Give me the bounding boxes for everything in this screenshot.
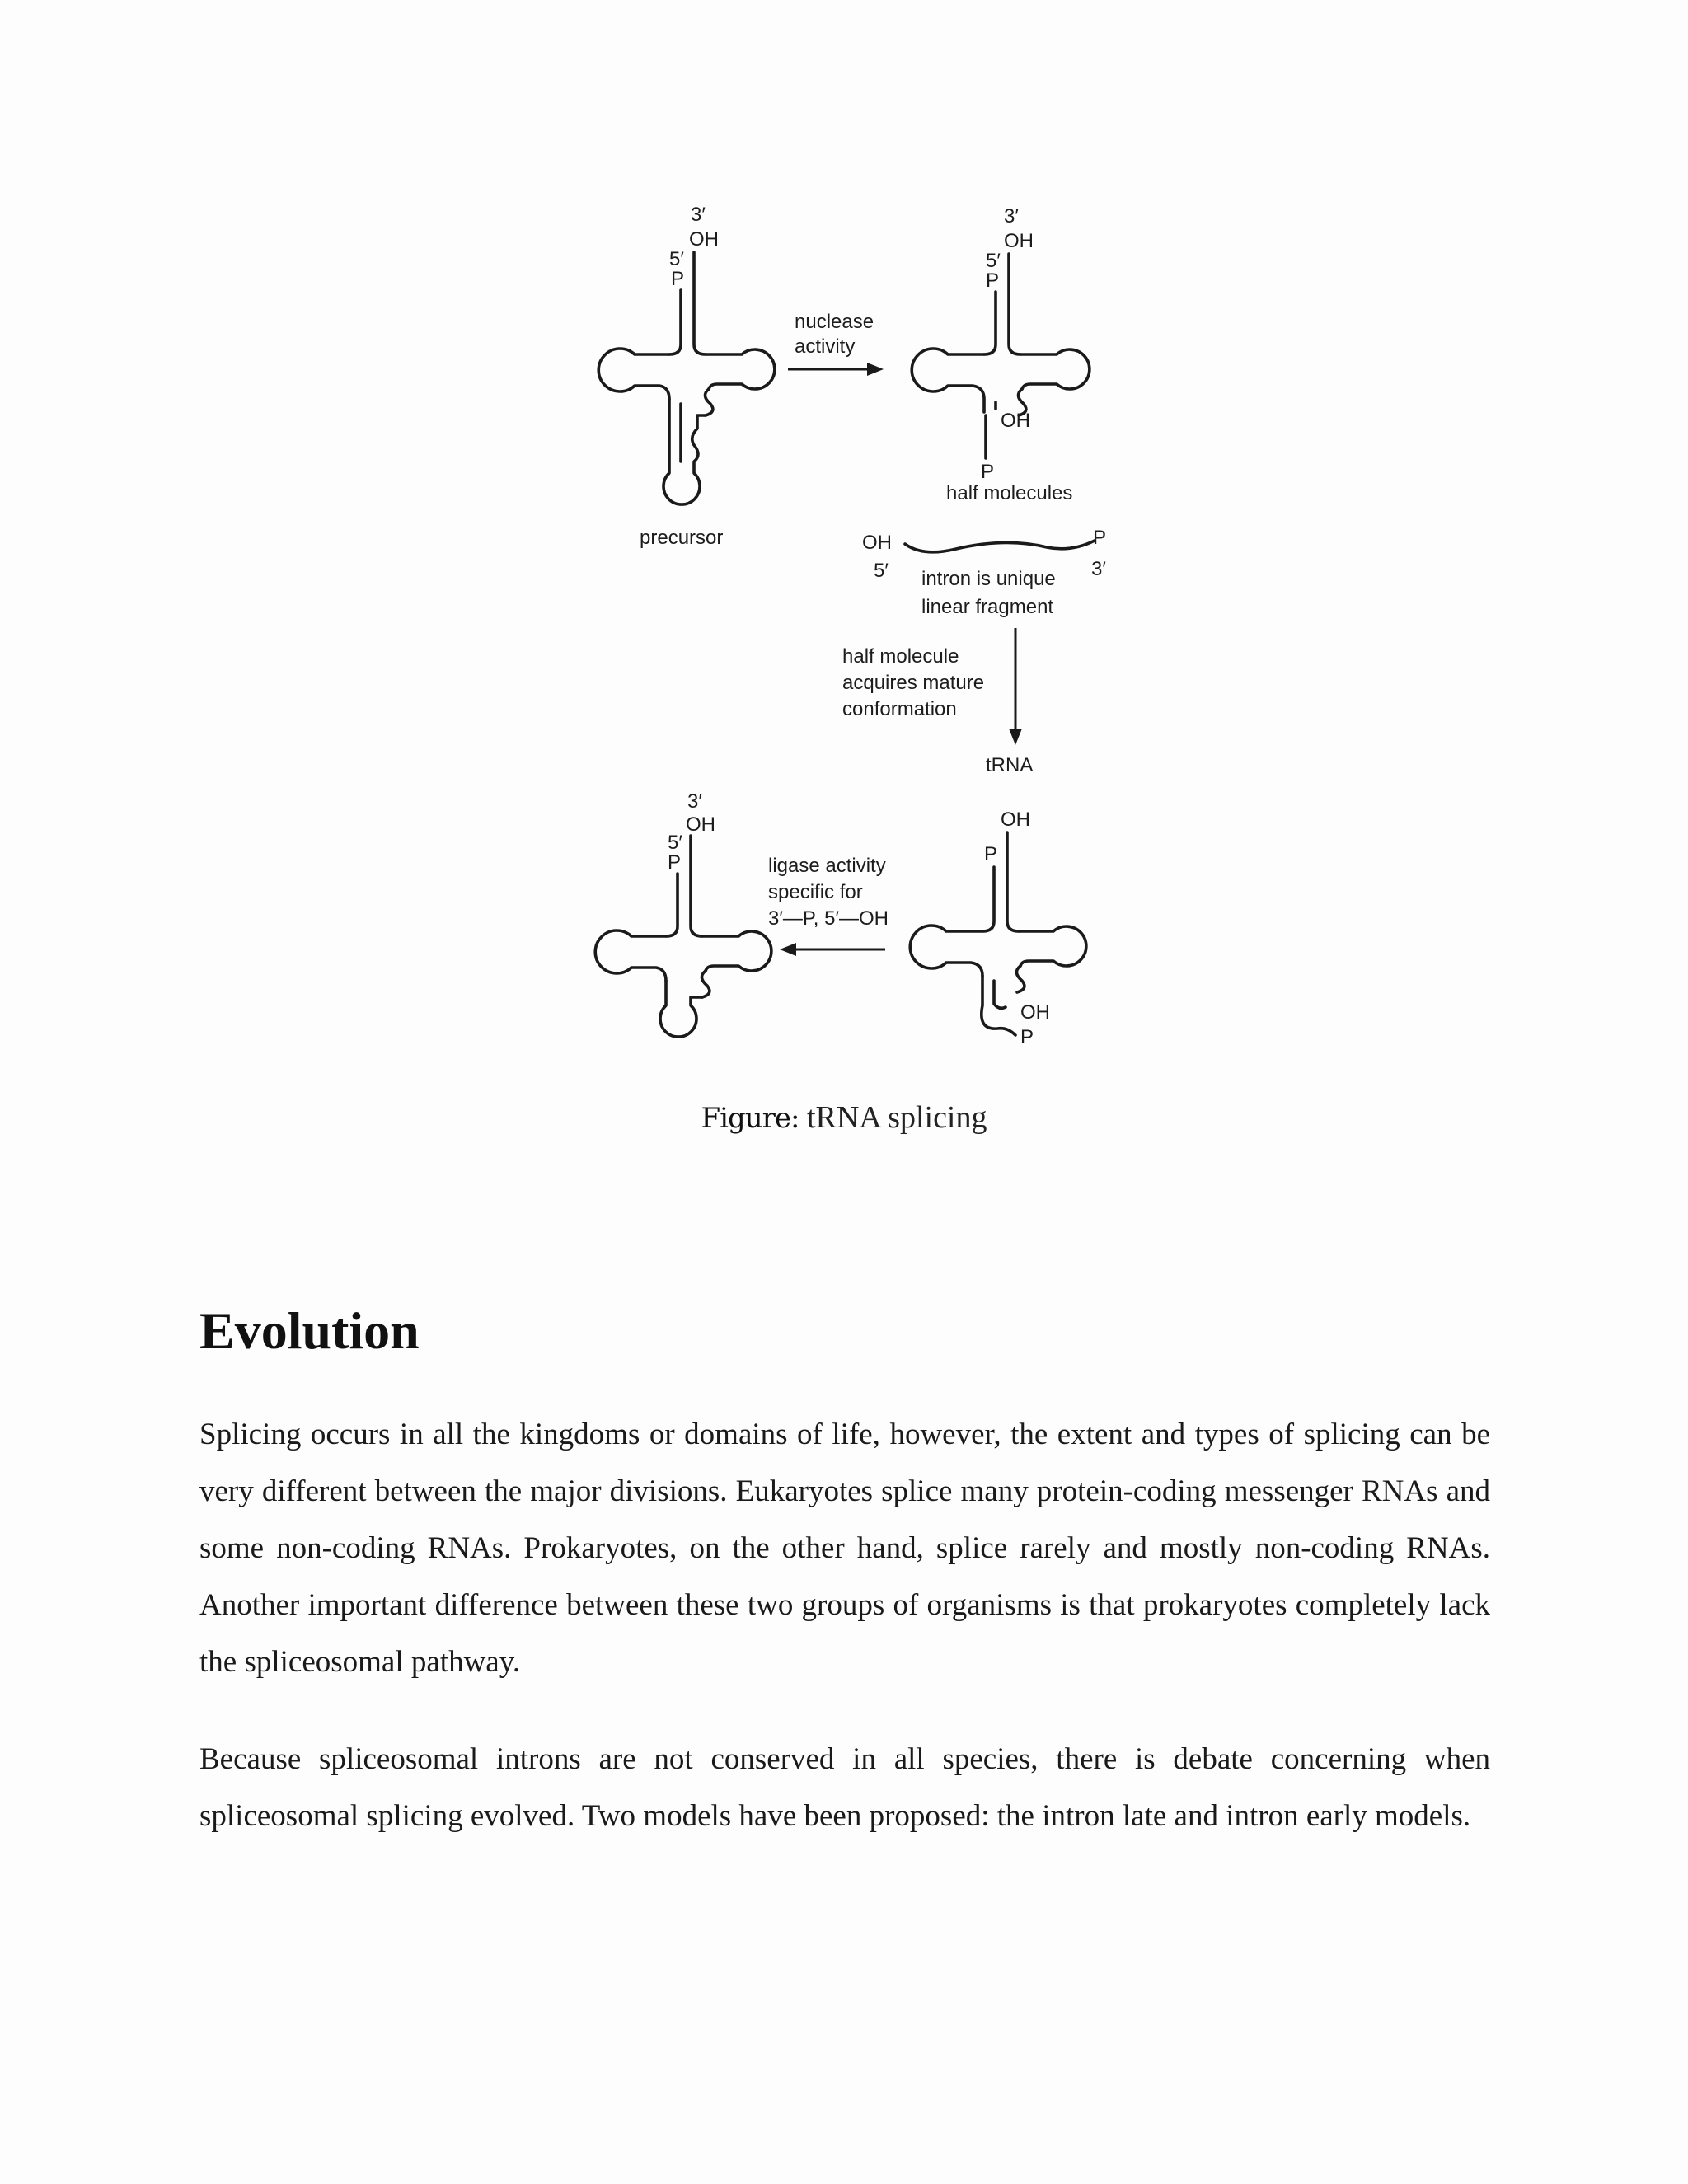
precursor-d-arm [598,349,669,399]
half-oh-cut-label: OH [1001,410,1030,432]
preligation-acceptor-stem [982,867,994,931]
nuclease-label-line1: nuclease [795,311,874,333]
precursor-oh-label: OH [689,228,719,251]
spliced-p-label: P [668,851,682,874]
figure-caption-text: tRNA splicing [806,1100,987,1135]
spliced-anticodon-stem [660,981,702,1037]
spliced-t-arm [702,931,771,971]
intron-5prime-label: 5′ [874,560,889,582]
spliced-3prime-label: 3′ [687,790,702,813]
preligation-anticodon [982,976,1015,1035]
precursor-5prime-label: 5′ [669,248,684,270]
precursor-acceptor-stem [669,290,681,354]
acquire-label-line1: half molecule [842,645,959,668]
spliced-oh-label: OH [686,813,715,836]
intron-strand [905,541,1095,552]
ligase-label-line1: ligase activity [768,855,886,877]
ligase-label-line3: 3′—P, 5′—OH [768,907,889,930]
precursor-t-arm [706,349,775,389]
section-heading: Evolution [199,1301,420,1360]
intron-p-label: P [1093,527,1107,549]
ligase-label-line2: specific for [768,881,863,903]
ligase-arrow [768,855,889,956]
half-molecules-trna [912,205,1090,504]
precursor-trna [598,204,775,549]
trna-splicing-diagram [0,0,1688,1088]
precursor-acceptor-stem [694,252,706,354]
trna-label: tRNA [986,754,1034,776]
preligation-variable-loop [1016,966,1024,992]
half-d-arm [912,349,984,412]
nuclease-label-line2: activity [795,335,856,358]
spliced-acceptor-stem [691,836,702,936]
pre-ligation-trna [910,808,1086,1048]
acquire-label-line2: acquires mature [842,672,985,694]
paragraph: Because spliceosomal introns are not conserved in all species, there is debate concerning when spliceosomal splicing evolved. Two models have been proposed: the intron late and intron early models. [199,1742,1490,1833]
half-3prime-label: 3′ [1004,205,1019,227]
intron-oh-label: OH [862,532,892,554]
preligation-oh-cut-label: OH [1020,1001,1050,1024]
half-5prime-label: 5′ [986,250,1001,272]
precursor-anticodon-stem [663,399,706,504]
half-p-cut-label: P [981,461,995,483]
spliced-acceptor-stem [666,874,678,936]
half-molecules-label: half molecules [946,482,1073,504]
intron-fragment [862,527,1106,618]
half-acceptor-stem [984,292,996,354]
preligation-anticodon-stub [994,981,1006,1008]
half-p-label: P [986,269,1000,292]
half-oh-label: OH [1004,230,1034,252]
maturation-arrow [842,628,1033,776]
preligation-d-arm [910,926,982,976]
precursor-3prime-label: 3′ [691,204,706,226]
preligation-p-label: P [984,843,998,865]
half-acceptor-stem [1009,254,1020,354]
precursor-label: precursor [640,527,724,549]
paragraph: Splicing occurs in all the kingdoms or domains of life, however, the extent and types of splicing can be very different between the major divisions. Eukaryotes splice many protein-coding messenger RNAs and some non-coding RNAs. Prokaryotes, on the other hand, splice rarely and mostly non-coding RNAs. Another important difference between these two groups of organisms is that prokaryotes completely lack the spliceosomal pathway. [199,1418,1490,1679]
intron-label-line2: linear fragment [921,596,1054,618]
half-t-arm [1020,349,1090,389]
preligation-t-arm [1019,926,1086,966]
precursor-variable-loop [705,389,712,415]
preligation-acceptor-stem [1007,832,1019,931]
acquire-label-line3: conformation [842,698,957,720]
figure-caption-label: Figure: [701,1102,799,1135]
spliced-variable-loop [701,971,709,997]
preligation-oh-label: OH [1001,808,1030,831]
intron-label-line1: intron is unique [921,568,1056,590]
intron-3prime-label: 3′ [1091,558,1106,580]
preligation-p-cut-label: P [1020,1026,1034,1048]
nuclease-arrow [788,311,884,376]
precursor-p-label: P [671,268,685,290]
spliced-d-arm [595,930,666,981]
figure-caption [0,1099,1688,1136]
spliced-5prime-label: 5′ [668,832,682,854]
spliced-trna [595,790,771,1037]
